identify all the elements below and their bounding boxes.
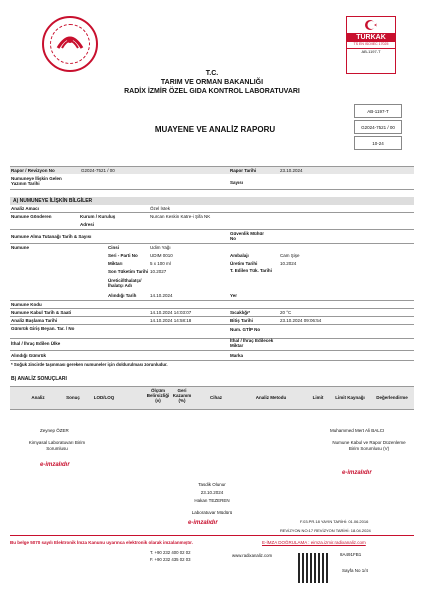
customs-office-label: Alındığı Gümrük [11,353,47,358]
doc-info-date: 10-24 [354,136,402,150]
maker-label: Üretici/İthalatçı/İhalatçı Adı [108,278,142,288]
report-title: MUAYENE VE ANALİZ RAPORU [154,125,276,134]
address-label: Adresi [80,222,95,227]
use-label: T. Edilen Tük. Tarihi [230,268,272,273]
brand-label: Marka [230,353,244,358]
export-qty-label: İthal / İhraç Edilecek Miktar [230,338,274,348]
sample-label: Numune [11,245,29,250]
doc-hash: 8A491FB1 [340,552,362,557]
ministry-seal-logo [42,16,98,72]
arrival-label: Numuneye İlişkin Gelen Yazının Tarihi [11,176,62,186]
report-date: 23.10.2024 [280,168,303,173]
turkak-accreditation-logo: TÜRKAK TS EN ISO/IEC 17025 AB-1197-T [346,16,396,74]
pack-label: Ambalajı [230,253,249,258]
right-esign: e-imzalıdır [342,470,372,476]
serial-label: Seri - Parti No [108,253,138,258]
left-signer-role: Kimyasal Laboratuvarı Birim Sorumlusu [28,440,86,451]
col-limit: Limit [312,395,324,400]
law-notice: Bu belge 5070 sayılı Elektronik İmza Kanunu uyarınca elektronik olarak imzalanmıştır. [10,540,193,545]
country-label: İthal / İhraç Edilen Ülke [11,341,61,346]
report-date-label: Rapor Tarihi [230,168,257,173]
start-value: 14.10.2024 14:58:18 [150,318,192,323]
col-analiz: Analiz [31,395,45,400]
qty-value: 5 x 100 ml [150,261,171,266]
prod-label: Üretim Tarihi [230,261,258,266]
sender-label: Numune Gönderen [11,214,52,219]
prod-value: 10.2024 [280,261,297,266]
verify-link[interactable]: E-İMZA DOĞRULAMA : eimza.izmir.radixanaliz.com [262,540,366,545]
right-signer-role: Numune Kabul ve Rapor Düzenleme Birim Sorumlusu (V) [332,440,406,451]
section-a-title: A) NUMUNEYE İLİŞKİN BİLGİLER [10,197,414,205]
right-signer-name: Muhammed Mert Ali BALCI [330,428,385,433]
doc-info-report: G2024-7521 / 00 [354,120,402,134]
report-no-label: Rapor / Revizyon No [11,168,55,173]
start-label: Analiz Başlama Tarihi [11,318,58,323]
taken-value: 14.10.2024 [150,293,173,298]
report-no: G2024-7521 / 00 [81,168,115,173]
page-number: Sayfa No 1/4 [342,568,369,573]
left-esign: e-imzalıdır [40,462,70,468]
exp-label: Son Tüketim Tarihi [108,269,149,274]
minutes-label: Numune Alma Tutanağı Tarih & Sayısı [11,234,92,239]
section-b-title: B) ANALİZ SONUÇLARI [11,376,67,382]
taken-label: Alındığı Tarih [108,293,137,298]
col-evaluation: Değerlendirme [376,395,408,400]
kind-value: Udim Yağı [150,245,171,250]
header-line-3: RADİX İZMİR ÖZEL GIDA KONTROL LABORATUVARI [124,88,300,95]
exp-value: 10.2027 [150,269,167,274]
org-label: Kurum / Kuruluş [80,214,116,219]
col-lod: LOD/LOQ [93,395,115,400]
approver-name: Hakan TEZEREN [194,498,230,503]
col-device: Cihaz [209,395,222,400]
purpose-label: Analiz Amacı [11,206,39,211]
revision-info: REVİZYON NO:17 REVİZYON TARİHİ: 18.04.2024 [280,528,371,533]
col-uncertainty: Ölçüm Belirsizliği (±) [146,388,170,403]
count-label: Sayısı [230,180,244,185]
left-signer-name: Zeynep ÖZER [40,428,69,433]
purpose-value: Özel İstek [150,206,171,211]
customs-label: Gümrük Giriş Beyan. Tar. / No [11,326,75,331]
col-method: Analiz Metodu [255,395,287,400]
org-value: Nurcan Keskin Katre-i Şifa NK [150,214,211,219]
approver-role: Laboratuvar Müdürü [191,510,233,515]
qty-label: Miktarı [108,261,123,266]
doc-info-code: AB-1197-T [354,104,402,118]
approval-date: 23.10.2024 [200,490,224,495]
center-esign: e-imzalıdır [188,520,218,526]
website[interactable]: www.radixanaliz.com [232,553,273,558]
col-recovery: Geri Kazanım (%) [172,388,192,403]
header-line-2: TARIM VE ORMAN BAKANLIĞI [160,79,264,86]
approval-label: Tasdik Olunur [198,482,226,487]
place-label: Yer [230,293,238,298]
header-line-1: T.C. [205,70,219,77]
end-value: 23.10.2024 09:06:54 [280,318,322,323]
code-label: Numune Kodu [11,302,42,307]
kind-label: Cinsi [108,245,120,250]
end-label: Bitiş Tarihi [230,318,253,323]
pack-value: Cam Şişe [280,253,300,258]
gtip-label: Num. GTİP No [230,327,261,332]
fax: F. +90 232 435 02 03 [150,557,191,562]
accept-label: Numune Kabul Tarih & Saati [11,310,72,315]
temp-label: Sıcaklığı* [230,310,251,315]
seal-label: Güvenlik Mühür No [230,231,265,241]
form-info: F.03.PR.18 YAYIN TARİHİ: 01.06.2016 [300,519,369,524]
qr-code [298,553,328,583]
accept-value: 14.10.2024 14:03:07 [150,310,192,315]
temp-value: 20 °C [280,310,292,315]
serial-value: UDIM 0010 [150,253,173,258]
phone: T. +90 232 400 02 02 [150,550,191,555]
col-sonuc: Sonuç [66,395,80,400]
col-limit-source: Limit Kaynağı [335,395,365,400]
cold-chain-note: * Soğuk zincirde taşınması gereken numuneler için doldurulması zorunludur. [11,362,168,367]
